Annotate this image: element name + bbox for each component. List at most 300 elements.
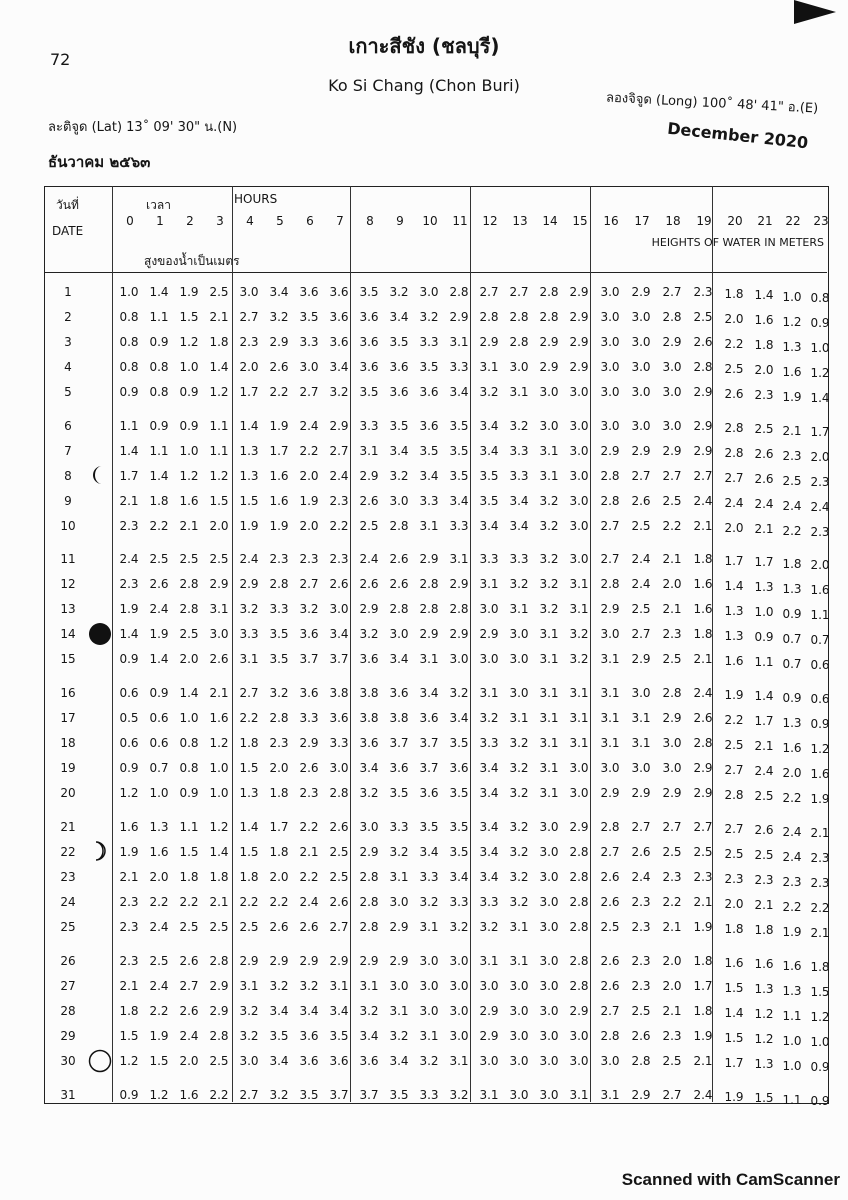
water-height: 1.4 bbox=[239, 820, 259, 834]
water-height: 2.8 bbox=[359, 870, 379, 884]
water-height: 3.5 bbox=[329, 1029, 349, 1043]
water-height: 1.8 bbox=[239, 736, 259, 750]
water-height: 2.3 bbox=[119, 519, 139, 533]
water-height: 3.2 bbox=[479, 711, 499, 725]
water-height: 3.1 bbox=[509, 954, 529, 968]
water-height: 2.5 bbox=[239, 920, 259, 934]
water-height: 1.9 bbox=[782, 924, 802, 939]
water-height: 2.4 bbox=[782, 824, 802, 839]
day-number: 30 bbox=[60, 1054, 76, 1068]
water-height: 1.5 bbox=[149, 1054, 169, 1068]
day-number: 25 bbox=[60, 920, 76, 934]
water-height: 2.2 bbox=[782, 523, 802, 538]
water-height: 2.4 bbox=[754, 497, 774, 511]
water-height: 2.9 bbox=[479, 1004, 499, 1018]
water-height: 2.7 bbox=[600, 552, 620, 566]
water-height: 1.5 bbox=[724, 980, 744, 995]
water-height: 3.1 bbox=[479, 686, 499, 700]
water-height: 2.0 bbox=[782, 765, 802, 780]
water-height: 2.1 bbox=[662, 920, 682, 934]
water-height: 2.6 bbox=[209, 652, 229, 666]
water-height: 3.1 bbox=[569, 736, 589, 750]
water-height: 1.5 bbox=[239, 761, 259, 775]
water-height: 2.0 bbox=[149, 870, 169, 884]
water-height: 2.3 bbox=[631, 920, 651, 934]
water-height: 3.2 bbox=[539, 602, 559, 616]
water-height: 3.6 bbox=[299, 285, 319, 299]
day-number: 20 bbox=[60, 786, 76, 800]
water-height: 2.9 bbox=[539, 360, 559, 374]
water-height: 2.6 bbox=[600, 895, 620, 909]
water-height: 1.1 bbox=[209, 444, 229, 458]
water-height: 3.3 bbox=[419, 870, 439, 884]
water-height: 3.1 bbox=[569, 602, 589, 616]
water-height: 2.8 bbox=[509, 310, 529, 324]
water-height: 3.1 bbox=[509, 711, 529, 725]
day-number: 6 bbox=[64, 419, 72, 433]
water-height: 3.7 bbox=[299, 652, 319, 666]
water-height: 0.8 bbox=[149, 385, 169, 399]
water-height: 2.5 bbox=[754, 422, 774, 436]
water-height: 2.9 bbox=[693, 444, 713, 458]
day-number: 4 bbox=[64, 360, 72, 374]
water-height: 3.4 bbox=[389, 444, 409, 458]
water-height: 3.1 bbox=[209, 602, 229, 616]
water-height: 2.9 bbox=[449, 310, 469, 324]
water-height: 2.8 bbox=[449, 285, 469, 299]
water-height: 2.3 bbox=[810, 525, 830, 539]
water-height: 1.2 bbox=[119, 1054, 139, 1068]
water-height: 2.0 bbox=[724, 311, 744, 326]
water-height: 3.6 bbox=[419, 385, 439, 399]
water-height: 2.0 bbox=[724, 520, 744, 535]
water-height: 1.2 bbox=[209, 469, 229, 483]
water-height: 3.5 bbox=[389, 335, 409, 349]
water-height: 2.1 bbox=[119, 870, 139, 884]
water-height: 1.4 bbox=[179, 686, 199, 700]
water-height: 2.2 bbox=[149, 519, 169, 533]
water-height: 3.4 bbox=[389, 652, 409, 666]
water-height: 1.3 bbox=[724, 628, 744, 643]
water-height: 2.3 bbox=[810, 475, 830, 489]
water-height: 3.2 bbox=[539, 519, 559, 533]
water-height: 2.2 bbox=[239, 711, 259, 725]
hour-header: 19 bbox=[696, 214, 712, 228]
water-height: 2.9 bbox=[239, 577, 259, 591]
water-height: 2.0 bbox=[299, 519, 319, 533]
month-thai: ธันวาคม ๒๕๖๓ bbox=[48, 153, 151, 171]
hour-header: 21 bbox=[757, 214, 773, 228]
day-number: 14 bbox=[60, 627, 76, 641]
water-height: 0.7 bbox=[149, 761, 169, 775]
water-height: 2.3 bbox=[782, 874, 802, 889]
water-height: 2.8 bbox=[479, 310, 499, 324]
water-height: 1.2 bbox=[209, 820, 229, 834]
water-height: 3.3 bbox=[359, 419, 379, 433]
water-height: 1.9 bbox=[693, 1029, 713, 1043]
water-height: 2.2 bbox=[269, 385, 289, 399]
water-height: 1.9 bbox=[239, 519, 259, 533]
water-height: 1.9 bbox=[179, 285, 199, 299]
water-height: 0.9 bbox=[149, 419, 169, 433]
hour-header: 3 bbox=[216, 214, 224, 228]
water-height: 3.2 bbox=[479, 385, 499, 399]
water-height: 3.0 bbox=[509, 1029, 529, 1043]
water-height: 2.2 bbox=[209, 1088, 229, 1102]
water-height: 3.1 bbox=[239, 652, 259, 666]
water-height: 2.4 bbox=[693, 494, 713, 508]
water-height: 3.5 bbox=[449, 419, 469, 433]
water-height: 1.6 bbox=[724, 653, 744, 668]
day-number: 23 bbox=[60, 870, 76, 884]
water-height: 2.8 bbox=[509, 335, 529, 349]
hour-header: 11 bbox=[452, 214, 468, 228]
water-height: 1.3 bbox=[782, 983, 802, 998]
water-height: 1.7 bbox=[724, 1055, 744, 1070]
water-height: 1.6 bbox=[149, 845, 169, 859]
water-height: 3.3 bbox=[239, 627, 259, 641]
day-number: 31 bbox=[60, 1088, 76, 1102]
water-height: 2.2 bbox=[269, 895, 289, 909]
water-height: 2.9 bbox=[449, 627, 469, 641]
water-height: 2.9 bbox=[359, 469, 379, 483]
water-height: 3.4 bbox=[329, 360, 349, 374]
hour-header: 23 bbox=[813, 214, 829, 228]
water-height: 1.2 bbox=[149, 1088, 169, 1102]
water-height: 3.8 bbox=[359, 711, 379, 725]
water-height: 3.3 bbox=[329, 736, 349, 750]
heights-label: HEIGHTS OF WATER IN METERS bbox=[651, 236, 824, 249]
water-height: 3.4 bbox=[509, 519, 529, 533]
water-height: 2.3 bbox=[269, 552, 289, 566]
water-height: 1.6 bbox=[179, 494, 199, 508]
water-height: 1.4 bbox=[149, 469, 169, 483]
water-height: 2.4 bbox=[754, 764, 774, 778]
water-height: 0.8 bbox=[119, 335, 139, 349]
water-height: 3.6 bbox=[299, 1029, 319, 1043]
water-height: 1.7 bbox=[724, 553, 744, 568]
water-height: 3.2 bbox=[389, 469, 409, 483]
water-height: 2.9 bbox=[299, 954, 319, 968]
water-height: 2.9 bbox=[631, 652, 651, 666]
water-height: 3.5 bbox=[449, 820, 469, 834]
water-height: 2.6 bbox=[329, 895, 349, 909]
water-height: 2.0 bbox=[209, 519, 229, 533]
water-height: 1.5 bbox=[179, 310, 199, 324]
water-height: 3.0 bbox=[539, 385, 559, 399]
water-height: 3.5 bbox=[269, 627, 289, 641]
water-height: 2.5 bbox=[662, 1054, 682, 1068]
station-title-en: Ko Si Chang (Chon Buri) bbox=[328, 76, 520, 95]
water-height: 2.1 bbox=[662, 1004, 682, 1018]
water-height: 2.1 bbox=[782, 423, 802, 438]
water-height: 3.2 bbox=[299, 602, 319, 616]
water-height: 1.5 bbox=[239, 845, 259, 859]
water-height: 2.9 bbox=[359, 954, 379, 968]
water-height: 1.0 bbox=[209, 761, 229, 775]
hour-header: 7 bbox=[336, 214, 344, 228]
water-height: 3.0 bbox=[389, 494, 409, 508]
water-height: 3.5 bbox=[479, 469, 499, 483]
water-height: 3.4 bbox=[479, 519, 499, 533]
water-height: 3.4 bbox=[359, 761, 379, 775]
water-height: 2.9 bbox=[479, 627, 499, 641]
water-height: 1.6 bbox=[810, 767, 830, 781]
water-height: 2.8 bbox=[329, 786, 349, 800]
water-height: 2.3 bbox=[119, 577, 139, 591]
water-height: 1.7 bbox=[119, 469, 139, 483]
water-height: 2.8 bbox=[662, 686, 682, 700]
water-height: 2.3 bbox=[119, 920, 139, 934]
water-height: 1.9 bbox=[782, 389, 802, 404]
water-height: 3.0 bbox=[449, 1004, 469, 1018]
water-height: 1.8 bbox=[693, 552, 713, 566]
water-height: 0.9 bbox=[179, 786, 199, 800]
water-height: 2.1 bbox=[810, 926, 830, 940]
water-height: 3.4 bbox=[359, 1029, 379, 1043]
water-height: 3.3 bbox=[479, 895, 499, 909]
water-height: 3.0 bbox=[631, 686, 651, 700]
water-height: 3.0 bbox=[479, 1054, 499, 1068]
water-height: 3.1 bbox=[569, 1088, 589, 1102]
water-height: 3.1 bbox=[539, 711, 559, 725]
water-height: 1.1 bbox=[179, 820, 199, 834]
water-height: 2.1 bbox=[693, 652, 713, 666]
water-height: 3.2 bbox=[509, 736, 529, 750]
water-height: 1.4 bbox=[724, 1005, 744, 1020]
water-height: 1.8 bbox=[119, 1004, 139, 1018]
water-height: 3.1 bbox=[329, 979, 349, 993]
water-height: 1.5 bbox=[239, 494, 259, 508]
water-height: 0.6 bbox=[149, 711, 169, 725]
water-height: 2.4 bbox=[693, 686, 713, 700]
day-number: 27 bbox=[60, 979, 76, 993]
water-height: 2.9 bbox=[419, 627, 439, 641]
water-height: 3.0 bbox=[600, 310, 620, 324]
day-number: 13 bbox=[60, 602, 76, 616]
water-height: 2.9 bbox=[389, 954, 409, 968]
water-height: 3.0 bbox=[631, 360, 651, 374]
water-height: 2.8 bbox=[569, 870, 589, 884]
water-height: 3.0 bbox=[449, 1029, 469, 1043]
water-height: 0.9 bbox=[179, 419, 199, 433]
water-height: 2.8 bbox=[569, 920, 589, 934]
water-height: 2.3 bbox=[693, 870, 713, 884]
water-height: 2.9 bbox=[631, 786, 651, 800]
water-height: 3.1 bbox=[539, 786, 559, 800]
water-height: 1.8 bbox=[724, 921, 744, 936]
water-height: 1.4 bbox=[754, 288, 774, 302]
water-height: 2.8 bbox=[389, 519, 409, 533]
water-height: 1.3 bbox=[724, 603, 744, 618]
water-height: 2.1 bbox=[119, 494, 139, 508]
water-height: 2.1 bbox=[299, 845, 319, 859]
hour-header: 15 bbox=[572, 214, 588, 228]
water-height: 3.3 bbox=[419, 335, 439, 349]
water-height: 3.1 bbox=[569, 686, 589, 700]
water-height: 3.4 bbox=[269, 1054, 289, 1068]
water-height: 3.0 bbox=[449, 979, 469, 993]
water-height: 2.3 bbox=[782, 448, 802, 463]
water-height: 2.6 bbox=[269, 360, 289, 374]
water-height: 3.2 bbox=[449, 920, 469, 934]
water-height: 2.8 bbox=[662, 310, 682, 324]
water-height: 2.9 bbox=[479, 1029, 499, 1043]
water-height: 3.0 bbox=[449, 652, 469, 666]
water-height: 0.9 bbox=[782, 606, 802, 621]
water-height: 2.9 bbox=[693, 786, 713, 800]
water-height: 3.6 bbox=[299, 627, 319, 641]
water-height: 3.5 bbox=[449, 786, 469, 800]
water-height: 2.6 bbox=[631, 494, 651, 508]
water-height: 2.9 bbox=[209, 979, 229, 993]
water-height: 2.9 bbox=[329, 419, 349, 433]
water-height: 2.1 bbox=[119, 979, 139, 993]
day-number: 16 bbox=[60, 686, 76, 700]
water-height: 2.3 bbox=[810, 851, 830, 865]
water-height: 3.6 bbox=[299, 1054, 319, 1068]
water-height: 0.9 bbox=[810, 1094, 830, 1108]
water-height: 2.8 bbox=[419, 602, 439, 616]
water-height: 0.8 bbox=[119, 360, 139, 374]
water-height: 0.7 bbox=[782, 631, 802, 646]
water-height: 3.1 bbox=[539, 627, 559, 641]
day-number: 12 bbox=[60, 577, 76, 591]
water-height: 2.7 bbox=[631, 820, 651, 834]
water-height: 3.2 bbox=[509, 419, 529, 433]
water-height: 2.6 bbox=[754, 472, 774, 486]
water-height: 3.2 bbox=[449, 1088, 469, 1102]
water-height: 2.6 bbox=[359, 577, 379, 591]
water-height: 2.9 bbox=[539, 335, 559, 349]
water-height: 1.3 bbox=[754, 982, 774, 996]
water-height: 0.8 bbox=[179, 761, 199, 775]
water-height: 0.9 bbox=[810, 316, 830, 330]
water-height: 2.9 bbox=[693, 761, 713, 775]
water-height: 3.0 bbox=[569, 494, 589, 508]
water-height: 3.4 bbox=[449, 385, 469, 399]
water-height: 3.4 bbox=[269, 1004, 289, 1018]
water-height: 2.9 bbox=[600, 444, 620, 458]
water-height: 2.1 bbox=[693, 895, 713, 909]
water-height: 3.0 bbox=[600, 627, 620, 641]
water-height: 1.6 bbox=[209, 711, 229, 725]
day-number: 11 bbox=[60, 552, 76, 566]
water-height: 1.0 bbox=[782, 1058, 802, 1073]
water-height: 3.1 bbox=[631, 736, 651, 750]
water-height: 2.5 bbox=[179, 920, 199, 934]
water-height: 3.0 bbox=[539, 954, 559, 968]
water-height: 2.2 bbox=[239, 895, 259, 909]
water-height: 1.8 bbox=[724, 286, 744, 301]
water-height: 2.4 bbox=[359, 552, 379, 566]
water-height: 3.0 bbox=[419, 1004, 439, 1018]
column-divider bbox=[112, 186, 113, 1102]
water-height: 2.5 bbox=[209, 552, 229, 566]
water-height: 2.6 bbox=[631, 845, 651, 859]
water-height: 3.5 bbox=[269, 652, 289, 666]
water-height: 3.2 bbox=[419, 310, 439, 324]
water-height: 3.3 bbox=[269, 602, 289, 616]
water-height: 3.1 bbox=[509, 602, 529, 616]
water-height: 3.0 bbox=[662, 761, 682, 775]
water-height: 0.8 bbox=[119, 310, 139, 324]
water-height: 2.7 bbox=[179, 979, 199, 993]
water-height: 3.6 bbox=[359, 335, 379, 349]
day-number: 1 bbox=[64, 285, 72, 299]
water-height: 2.0 bbox=[179, 652, 199, 666]
water-height: 2.6 bbox=[600, 954, 620, 968]
month-en: December 2020 bbox=[665, 118, 809, 153]
water-height: 2.8 bbox=[569, 895, 589, 909]
water-height: 1.2 bbox=[810, 1010, 830, 1024]
water-height: 2.8 bbox=[569, 954, 589, 968]
water-height: 3.6 bbox=[299, 686, 319, 700]
water-height: 1.1 bbox=[782, 1008, 802, 1023]
water-height: 1.8 bbox=[754, 923, 774, 937]
water-height: 3.2 bbox=[419, 895, 439, 909]
water-height: 3.1 bbox=[509, 920, 529, 934]
water-height: 3.0 bbox=[569, 385, 589, 399]
water-height: 3.3 bbox=[449, 360, 469, 374]
water-height: 3.0 bbox=[569, 444, 589, 458]
water-height: 1.2 bbox=[209, 385, 229, 399]
water-height: 2.6 bbox=[693, 335, 713, 349]
water-height: 2.7 bbox=[239, 1088, 259, 1102]
water-height: 2.2 bbox=[724, 336, 744, 351]
water-height: 3.4 bbox=[449, 711, 469, 725]
water-height: 2.5 bbox=[631, 602, 651, 616]
water-height: 2.5 bbox=[209, 285, 229, 299]
water-height: 2.9 bbox=[693, 385, 713, 399]
day-number: 15 bbox=[60, 652, 76, 666]
water-height: 3.0 bbox=[600, 385, 620, 399]
water-height: 2.6 bbox=[724, 386, 744, 401]
water-height: 3.6 bbox=[419, 419, 439, 433]
water-height: 2.0 bbox=[724, 896, 744, 911]
water-height: 2.4 bbox=[149, 979, 169, 993]
water-height: 1.2 bbox=[782, 314, 802, 329]
water-height: 3.0 bbox=[479, 602, 499, 616]
water-height: 3.3 bbox=[479, 736, 499, 750]
water-height: 1.3 bbox=[782, 581, 802, 596]
water-height: 2.0 bbox=[810, 450, 830, 464]
water-height: 2.8 bbox=[724, 420, 744, 435]
water-height: 2.9 bbox=[359, 845, 379, 859]
water-height: 1.8 bbox=[810, 960, 830, 974]
water-height: 2.2 bbox=[149, 1004, 169, 1018]
water-height: 2.3 bbox=[631, 979, 651, 993]
water-height: 2.6 bbox=[329, 820, 349, 834]
day-number: 24 bbox=[60, 895, 76, 909]
water-height: 3.4 bbox=[449, 870, 469, 884]
water-height: 3.5 bbox=[299, 310, 319, 324]
water-height: 1.9 bbox=[810, 792, 830, 806]
water-height: 2.9 bbox=[600, 786, 620, 800]
new-moon-icon bbox=[88, 622, 112, 650]
water-height: 2.8 bbox=[179, 602, 199, 616]
water-height: 2.9 bbox=[419, 552, 439, 566]
water-height: 3.1 bbox=[449, 552, 469, 566]
water-height: 3.1 bbox=[539, 686, 559, 700]
water-height: 2.7 bbox=[509, 285, 529, 299]
water-height: 1.0 bbox=[179, 360, 199, 374]
water-height: 2.5 bbox=[149, 954, 169, 968]
water-height: 2.9 bbox=[600, 602, 620, 616]
water-height: 3.2 bbox=[269, 979, 289, 993]
water-height: 3.1 bbox=[419, 1029, 439, 1043]
water-height: 2.4 bbox=[299, 895, 319, 909]
